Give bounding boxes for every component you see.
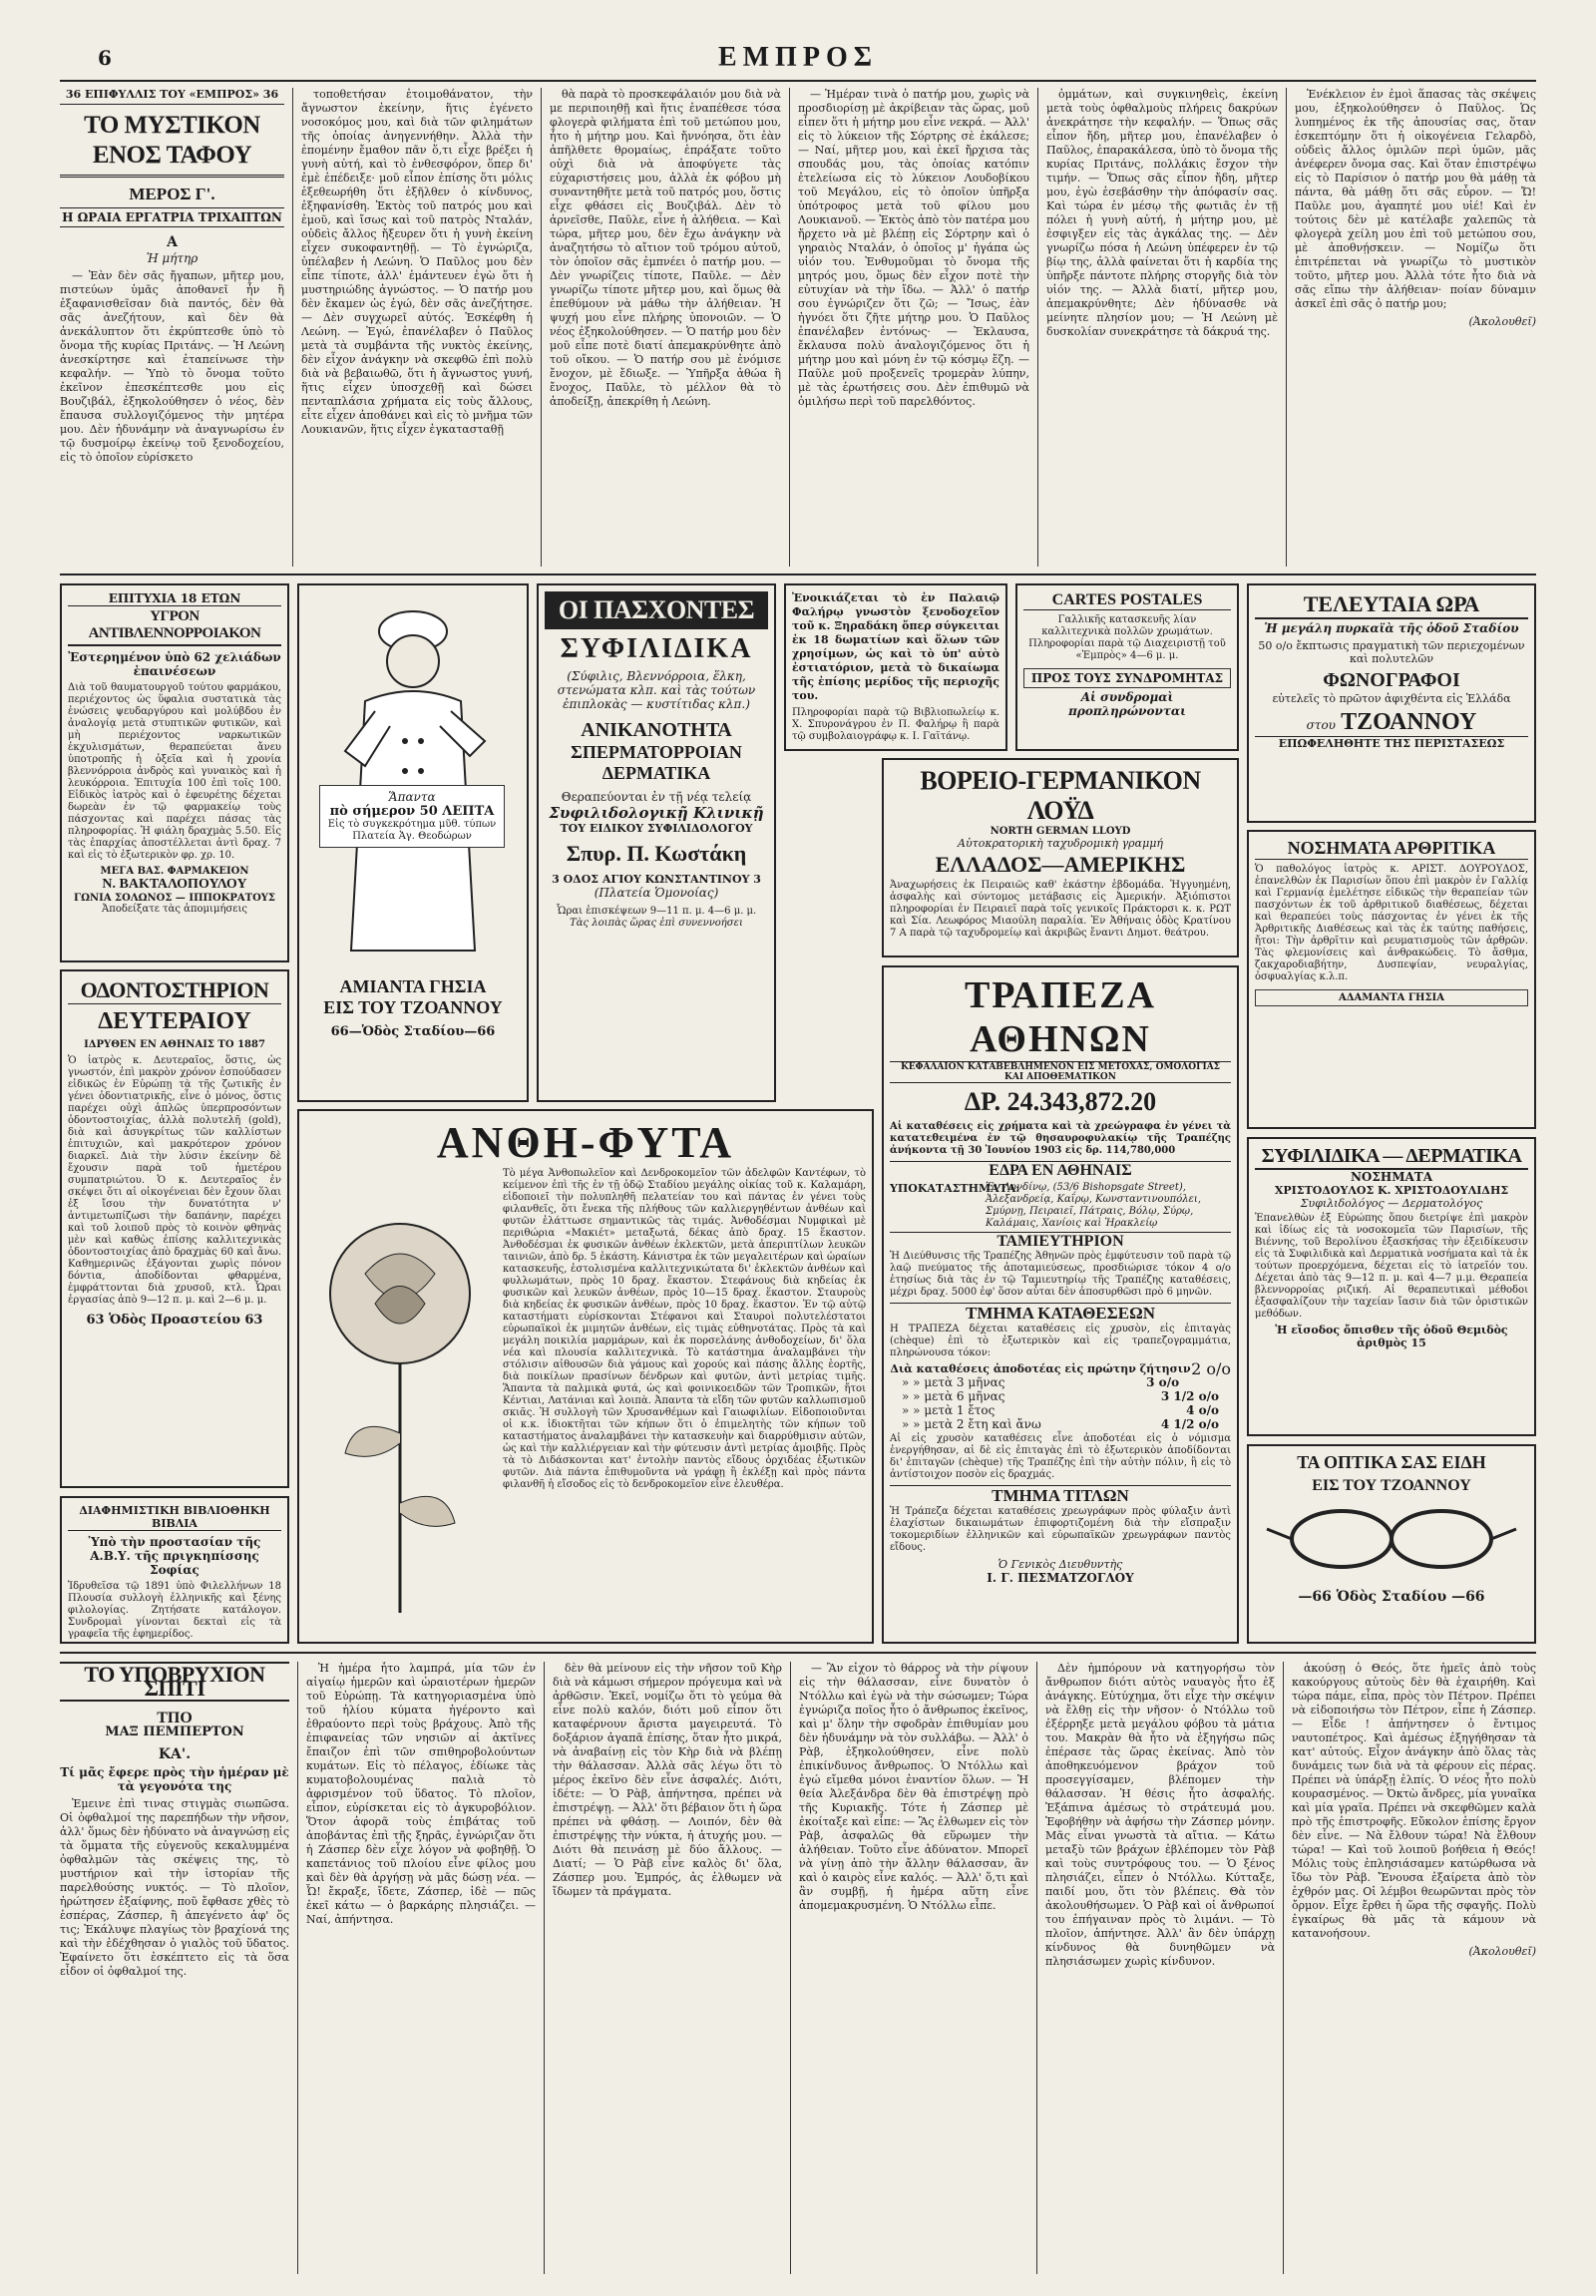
- bank-rate-row: [890, 1389, 1231, 1403]
- ad-library: [60, 1496, 289, 1644]
- library-title: Ὑπὸ τὴν προστασίαν τῆς Α.Β.Υ. τῆς πριγκηπίσσης Σοφίας: [88, 1535, 261, 1577]
- hotel-body: Πληροφορίαι παρὰ τῷ Βιβλιοπωλείῳ κ. Χ. Σπυρονάγρου ἐν Π. Φαλήρῳ ἢ παρὰ τῷ συμβολαιογράφῳ κ. Ι. Γαϊτάνῳ.: [792, 707, 999, 742]
- subscribers-title: ΠΡΟΣ ΤΟΥΣ ΣΥΝΔΡΟΜΗΤΑΣ: [1023, 668, 1231, 688]
- syfilidika2-s2: ΧΡΙΣΤΟΔΟΥΛΟΣ Κ. ΧΡΙΣΤΟΔΟΥΛΙΔΗΣ: [1274, 1184, 1509, 1197]
- serial1-col3: [550, 88, 781, 567]
- bank-rate-value: 4 ο/ο: [1186, 1403, 1219, 1417]
- bank-rate-row: [890, 1403, 1231, 1417]
- bank-savings-body: Ἡ Διεύθυνσις τῆς Τραπέζης Ἀθηνῶν πρὸς ἐμφύτευσιν τοῦ παρὰ τῷ λαῷ πνεύματος τῆς ἀποταμιεύσεως, προσδιώρισε τόκον 4 ο/ο ἐτησίως διὰ τὰς ἐν τῷ Ταμιευτηρίῳ τῆς Τραπέζης καταθέσεις, μέχρι δραχ. 5000 ἐφ' ὅσον αὗται δὲν ἀποσυρθῶσι πρὸ 6 μηνῶν.: [890, 1251, 1231, 1298]
- serial1-col4: [798, 88, 1029, 567]
- serial2-text-b: Ἡ ἡμέρα ἦτο λαμπρά, μία τῶν ἐν αἰγαίῳ ἡμερῶν καὶ ὡραιοτέρων ἡμερῶν τοῦ Εὐρώπῃ. Τὰ κατηγοριασμένα ὑπὸ τοῦ ἡλίου κύματα ἠγέροντο καὶ ἐθραύοντο περὶ τοὺς βράχους. Ἀπὸ τῆς ἐπιφανείας τῶν νησιῶν αἱ ἀκτῖνες ἔπαιζον ἐπὶ τῶν σπιθηροβολούντων κυμάτων. Εἰς τὸ πέλαγος, ἐδίωκε τὰς κυματοβολουμένας παλιὰ τὸ ἀφρισμένον τοῦ ὕδατος. Τὸ πλοῖον, εἶπον, εὑρίσκεται εἰς τὸ ἀγκυροβόλιον. Ὅτον ἀφορᾶ τοὺς ἐπιβάτας τοῦ ἀποβάντας ἐπὶ τῆς ξηρᾶς, ἐγνώριζαν ὅτι ἡ Ζάσπερ δὲν εἶχε λόγον νὰ φοβηθῇ. Ὁ καπετάνιος τοῦ πλοίου εἶνε φίλος μου καὶ δὲν θὰ ἀργήσῃ νὰ μᾶς δώσῃ νέα. — Ὦ! ἔκραξε, ἴδετε, Ζάσπερ, ἰδὲ — πῶς ἐκεῖ κάτω — ὁ βαρκάρης πλησιάζει. — Ναί, ἀπήντησα.: [306, 1662, 536, 1926]
- serial2-col5: [1045, 1662, 1275, 2274]
- column-rule: [297, 1662, 298, 2274]
- tailor-line3: 66—Ὁδὸς Σταδίου—66: [330, 1024, 496, 1039]
- tailor-balloon2: πὸ σήμερον 50 ΛΕΠΤΑ: [329, 804, 495, 819]
- serial1-chapter: Α: [167, 234, 178, 250]
- masthead: [60, 40, 1536, 82]
- serial2-chapter: ΚΑ'.: [158, 1746, 192, 1762]
- serial1-subtitle: Η ΩΡΑΙΑ ΕΡΓΑΤΡΙΑ ΤΡΙΧΑΠΤΩΝ: [60, 207, 284, 227]
- serial2-author-label: ΤΠΟ: [157, 1710, 193, 1726]
- serial2-continued: (Ἀκολουθεῖ): [1468, 1945, 1536, 1958]
- lastday-phono-body: εὐτελεῖς τὸ πρῶτον ἀφιχθέντα εἰς Ἑλλάδα: [1272, 692, 1511, 705]
- ad-postcards: [1015, 583, 1239, 751]
- serial1-kicker: 36 ΕΠΙΦΥΛΛΙΣ ΤΟΥ «ΕΜΠΡΟΣ» 36: [60, 88, 284, 105]
- syphilis-t6: Θεραπεύονται ἐν τῇ νέᾳ τελείᾳ: [561, 790, 752, 804]
- ad-optika: [1247, 1444, 1536, 1644]
- ad-syphilis: [537, 583, 776, 1102]
- lastday-shop-prefix: στου: [1306, 718, 1336, 732]
- subscribers-body: Αἱ συνδρομαὶ προπληρώνονται: [1068, 690, 1186, 718]
- column-rule: [541, 88, 542, 567]
- tailor-balloon1: Ἅπαντα: [388, 790, 436, 804]
- column-rule: [790, 1662, 791, 2274]
- serial2-col4: [799, 1662, 1028, 2274]
- page-number: 6: [98, 46, 112, 70]
- bank-rates-table: [890, 1375, 1231, 1431]
- bank-director: Ι. Γ. ΠΕΣΜΑΤΖΟΓΛΟΥ: [987, 1571, 1134, 1585]
- bank-title: ΤΡΑΠΕΖΑ ΑΘΗΝΩΝ: [964, 974, 1157, 1060]
- lastday-shop: ΤΖΟΑΝΝΟΥ: [1341, 709, 1477, 735]
- serial1-col6: [1295, 88, 1536, 567]
- section-rule: [60, 574, 1536, 575]
- serial1-part: ΜΕΡΟΣ Γ'.: [129, 185, 215, 203]
- hotel-title: Ἐνοικιάζεται τὸ ἐν Παλαιῷ Φαλήρῳ γνωστὸν ξενοδοχεῖον τοῦ κ. Ξηραδάκη ὅπερ σύγκειται ἐκ 18 δωματίων καὶ ὅλων τῶν χρησίμων, ὡς καὶ τὸ ὑπ' αὐτὸ ἐστιατόριον, μετὰ τὸ δικαίωμα τῆς ἐπίσης μερίδος τῆς περιοχῆς του.: [792, 591, 999, 702]
- serial1-col1: [60, 88, 284, 567]
- bank-savings: ΤΑΜΙΕΥΤΗΡΙΟΝ: [890, 1232, 1231, 1251]
- ad-lastday: [1247, 583, 1536, 823]
- serial1-col5: [1046, 88, 1278, 567]
- syfilidika2-title: ΣΥΦΙΛΙΔΙΚΑ — ΔΕΡΜΑΤΙΚΑ: [1255, 1145, 1528, 1170]
- tablet-body: Διὰ τοῦ θαυματουργοῦ τούτου φαρμάκου, περιέχοντος ὡς ὕφαλια συστατικὰ τὰς ἐνώσεις ψευδαργύρου καὶ μολύβδου ἐν ἀναλογίᾳ μετὰ στυπτικῶν φυτικῶν, καὶ μὴ περιέχοντος ναρκωτικῶν ἐκχυλισμάτων, θεραπεύεται ἄνευ ὑποτροπῆς ἡ ὀξεῖα καὶ ἡ χρονία βλεννόρροια ἀνδρὸς καὶ γυναικὸς καὶ ἡ λευκόρροια. Ἐπιτυχία 100 ἐπὶ τοῖς 100. Εἰδικὸς ἰατρὸς καὶ ὁ ἐφευρέτης δέχεται δωρεὰν ἐν τῷ φαρμακείῳ τοὺς πάσχοντας καὶ παρέχει πάσας τὰς πληροφορίας. Ἡ φιάλη δραχμὰς 5.50. Εἰς τὰς ἐπαρχίας ἀποστέλλεται ἀντὶ δραχ. 7 καὶ εἰς τὸ ἐξωτερικὸν φρ. χρ. 10.: [68, 682, 281, 861]
- column-rule: [1037, 88, 1038, 567]
- syphilis-title2: ΣΥΦΙΛΙΔΙΚΑ: [560, 633, 753, 664]
- serial2-heading: Τί μᾶς ἔφερε πρὸς τὴν ἡμέραν μὲ τὰ γεγονότα της: [60, 1765, 289, 1793]
- eyeglasses-icon: [1262, 1499, 1521, 1579]
- serial2-title: ΤΟ ΥΠΟΒΡΥΧΙΟΝ ΣΠΙΤΙ: [60, 1662, 289, 1702]
- flowers-text: Τὸ μέγα Ἀνθοπωλεῖον καὶ Δενδροκομεῖον τῶν ἀδελφῶν Καντέφων, τὸ κείμενον ἐπὶ τῆς ἐν τῇ ὁδῷ Σταδίου μεγάλης οἰκίας τοῦ κ. Καλαμάρη, εἰδοποιεῖ τὴν πολυπληθῆ πελατείαν του καὶ πάντας ἐν γένει τοὺς φιλανθεῖς, ὅτι ἔνεκα τῆς πλήθους τῶν καλλιεργηθέντων ἀνθέων καὶ φυτῶν ἐλάττωσε σημαντικῶς τὰς τιμάς. Ἀνθοδέσμαι Νυμφικαὶ μὲ περιθώρια «Μακιέτ» μεταξωτά, δέκας ἀπὸ δραχ. 15 ἕκαστον. Ἀνθοδέσμαι ἐκ φυσικῶν ἀνθέων ἐκλεκτῶν, μετὰ ἀπεριπτίλων λευκῶν ταινιῶν, ἀπὸ δρ. 5 ἑκάστη. Κάνιστρα ἐκ τῶν μεγαλειτέρων καὶ ὡραίων κατασκευῆς, ἐστολισμένα καλλιτεχνικώτατα δι' ἐκλεκτῶν ἀνθέων καὶ φυλλωμάτων, πρὸς 10 δραχ. ἕκαστον. Στεφάνους διὰ κηδείας ἐκ φυσικῶν καὶ λευκῶν ἀνθέων, πρὸς 10—15 δραχ. ἕκαστον. Σταυροὺς διὰ κηδείας ἐκ φυσικῶν ἀνθέων, πρὸς 10 δραχ. ἕκαστον. Ἐν τῷ αὐτῷ καταστήματι εὑρίσκονται Στέφανοι καὶ Σταυροὶ πολυτελέστατοι εὐρωπαϊκοὶ ἐκ μιμητῶν ἀνθέων, εἰς τιμὰς εὐθηνοτάτας. Πρὸς τὰ καὶ μεγάλη ποικιλία μαρμάρων, καὶ ἐκ πορσελάνης ἀνθοδοχείων, δι' ὅλα νέα καὶ πλουσία καλλιτεχνικὰ. Τὸ κατάστημα ἀναλαμβάνει τὴν στόλισιν αἰθουσῶν διὰ γάμους καὶ χορούς καὶ πάσης ἄλλης ἑορτῆς, διὰ ποικίλων πρασίνων δένδρων καὶ φυτῶν, ἀντὶ μετρίας τιμῆς. Ἅπαντα τὰ παλμικὰ φυτά, ὡς καὶ φοινικοειδῶν τῶν Τροπικῶν, ἤτοι Κέντιαι, Λατάνιαι καὶ λοιπὰ. Ἀπαντα τὰ εἴδη τῶν φυτῶν καλλωπισμοῦ σκιᾶς. Ἡ συλλογὴ τῶν Χρυσανθέμων καὶ Γαιωφιλίων. Εἰδοποιοῦνται οἱ κ.κ. ἰδιοκτῆται τῶν κήπων ὅτι ὁ ἐπιμελητὴς τῶν κήπων τοῦ καταστήματος ἀναλαμβάνει τὴν κατασκευὴν καὶ διαρρύθμισιν αὐτῶν, ὡς καὶ τὴν καλλιέργειαν καὶ τὴν φύτευσιν ἀντὶ μετρίας ἀμοιβῆς. Πρὸς τὰ τὸ Διδάσκονται κατ' ἐντολὴν παντὸς εἴδους ὀρχιδέας ἐξωτικῶν φυτῶν. Διὰ πάντα ἐπιθυμοῦντα νὰ γράφῃ ἢ ἐκλέξῃ καὶ πρὸς πάντα φιλανθῆ ἡ εἴσοδος εἰς τὸ δενδροκομεῖον εἶνε ἐλευθέρα.: [503, 1168, 866, 1490]
- tablet-lead: Ἐστερημένον ὑπὸ 62 χελιάδων ἐπαινέσεων: [68, 650, 281, 678]
- paper-name: ΕΜΠΡΟΣ: [717, 42, 879, 73]
- dentist-address: 63 Ὁδὸς Προαστείου 63: [86, 1313, 263, 1328]
- tablet-shop2: Ν. ΒΑΚΤΑΛΟΠΟΥΛΟΥ: [102, 877, 247, 892]
- ndl-route: ΕΛΛΑΔΟΣ—ΑΜΕΡΙΚΗΣ: [935, 852, 1186, 877]
- arthritika-body: Ὁ παθολόγος ἰατρὸς κ. ΑΡΙΣΤ. ΔΟΥΡΟΥΔΟΣ, ἐπανελθὼν ἐκ Παρισίων ὅπου ἐπὶ μακρὸν ἐν Γαλλίᾳ καὶ Γερμανίᾳ ἐμελέτησε εἰδικῶς τὴν θεραπείαν τῶν πασχόντων ἐκ τοῦ ἀρθριτικοῦ διαθέσεως, δέχεται καὶ θεραπεύει τοὺς πάσχοντας ἐν γένει ἐκ τῆς Ἀρθριτικῆς Διαθέσεως καὶ τὰς ἐκ ταύτης παθήσεις, ἤτοι: Τὴν ἀρθρῖτιν καὶ ρευματισμοὺς τῶν ἀρθρῶν. Τὰς φλεμονίσεις καὶ ἀνθρακώδεις. Τὸ ἄσθμα, ζακχαροδιαβήτην, Δυσπεψίαν, νευραλγίας, ὀσφυαλγίας κ.λ.π.: [1255, 864, 1528, 982]
- lastday-body: Ἡ μεγάλη πυρκαϊὰ τῆς ὁδοῦ Σταδίου: [1264, 621, 1519, 635]
- column-rule: [544, 1662, 545, 2274]
- bank-titles: ΤΜΗΜΑ ΤΙΤΛΩΝ: [890, 1485, 1231, 1506]
- lastday-title: ΤΕΛΕΥΤΑΙΑ ΩΡΑ: [1255, 591, 1528, 619]
- column-rule: [1283, 1662, 1284, 2274]
- flowers-title: ΑΝΘΗ-ΦΥΤΑ: [436, 1118, 735, 1167]
- tablet-heading2: ΥΓΡΟΝ ΑΝΤΙΒΛΕΝΝΟΡΡΟΙΑΚΟΝ: [68, 606, 281, 646]
- syphilis-t12: Ὧραι ἐπισκέψεων 9—11 π. μ. 4—6 μ. μ.: [556, 906, 757, 917]
- dentist-title2: ΔΕΥΤΕΡΑΙΟΥ: [98, 1008, 251, 1034]
- serial1-continued: (Ἀκολουθεῖ): [1468, 315, 1536, 328]
- library-body: Ἱδρυθεῖσα τῷ 1891 ὑπὸ Φιλελλήνων 18 Πλουσία συλλογὴ ἑλληνικῆς καὶ ξένης φιλολογίας. Ζητήσατε κατάλογον. Συνδρομαὶ γίνονται δεκταὶ εἰς τὰ γραφεῖα τῆς ἐφημερίδος.: [68, 1581, 281, 1640]
- serial1-text-d: — Ἡμέραν τινὰ ὁ πατήρ μου, χωρὶς νὰ προσδιορίσῃ μὲ ἀκρίβειαν τὰς ὥρας, μοῦ εἶπεν ὅτι ἡ μήτηρ μου εἶνε νεκρά. — Ἀλλ' εἰς τὸ λύκειον τῆς Σόρτρης σὲ ἐκάλεσε; — Ναί, μῆτερ μου, καὶ ἐκεῖ ἤρχισα τὰς σπουδάς μου, τὰς ὁποίας κατόπιν ἐτελείωσα εἰς τὸ λύκειον Λουδοβίκου τοῦ Μεγάλου, εἰς τὸ ὁποῖον ὑπῆρξα ὑπότροφος μετὰ τοῦ φίλου μου Λουκιανοῦ. — Ἐκτὸς ἀπὸ τὸν πατέρα μου ἤρχετο νὰ μὲ βλέπῃ εἰς Σόρτρην καὶ ὁ γηραιὸς Νταλάν, ὁ ὁποῖος μ' ἠγάπα ὡς υἱόν του. Ἐνθυμοῦμαι τὸ ὄνομα τῆς μητρός μου, ὅμως δὲν εἶχον ποτὲ τὴν εὐτυχίαν νὰ τὴν ἴδω. — Ἀλλ' ὁ πατήρ σου ἐγνώριζεν ὅτι ζῶ; — Ἴσως, ἐὰν ἠγνόει ὅτι ζῆτε μήτηρ μου. Ὁ Παῦλος ἐπανέλαβεν ἐντόνως· — Ἐκλαυσα, ἔκλαυσα πολὺ ἀναλογιζόμενος ὅτι ἡ μήτηρ μου καὶ μόνη ἐν τῷ κόσμῳ ἔζη. — Παῦλε μοῦ προξενεῖς τρομερὰν λύπην, μὲ τὰς ἐρωτήσεις σου. Δὲν ἐπιθυμῶ νὰ ὁμιλήσω περὶ τοῦ παρελθόντος.: [798, 88, 1029, 408]
- ad-dentist: [60, 969, 289, 1488]
- lastday-tag: ΕΠΩΦΕΛΗΘΗΤΕ ΤΗΣ ΠΕΡΙΣΤΑΣΕΩΣ: [1255, 736, 1528, 750]
- serial2-text-e: Δὲν ἠμπόρουν νὰ κατηγορήσω τὸν ἄνθρωπον διότι αὐτὸς ναυαγὸς ἦτο ἐξ ἀνάγκης. Εὐτύχημα, ὅτι εἶχε τὴν σκέψιν νὰ ἔλθῃ εἰς τὴν νῆσον· ὁ Ντόλλω τοῦ ἐξέρρηξε μετὰ μεγάλου φόβου τὰ μάτια του. Μακρὰν θὰ ἦτο νὰ ἐξηγήσω πῶς ἐπέρασε τὰς ὥρας ἐκείνας. Ἀπὸ τὸν ἀποθηκευόμενον βράχον τοῦ προσεγγίσαμεν, βλέπομεν τὴν θάλασσαν. Ἡ θέσις ἦτο ἀσφαλής. Ἐξάπινα ἀμέσως τὸ στράτευμά μου. Ἐφοβήθην νὰ ἀφήσω τὴν Ζάσπερ μόνην. Μᾶς εἶναι γνωστὰ τὰ αἴτια. — Κάτω μεταξὺ τῶν βράχων ἐβλέπομεν τὸν Ρὰβ καὶ τοὺς συντρόφους του. — Ὁ ξένος πλησιάζει, εἶπεν ὁ Ντόλλω. Κύτταξε, παιδί μου, ὅτι τὸν βλέπεις. Θὰ τὸν ἀκολουθήσωμεν. Ὁ Ρὰβ καὶ οἱ ἄνθρωποί του ἐπήγαιναν πρὸς τὸ λιμάνι. — Τὸ πλοῖον, ἀπήντησε. Ἀλλ' ἂν δὲν ὑπάρχῃ κίνδυνος θὰ δυνηθῶμεν νὰ πλησιάσωμεν χωρὶς κίνδυνον.: [1045, 1662, 1275, 1968]
- dentist-body: Ὁ ἰατρὸς κ. Δευτεραῖος, ὅστις, ὡς γνωστόν, ἐπὶ μακρὸν χρόνον ἐσπούδασεν εἰδικῶς ἐν Εὐρώπῃ τὰ τῆς ζωτικῆς ἐν γένει ὀδοντιατρικῆς, εἶνε ὁ μόνος, ὅστις παρέχει οὐχὶ ἁπλῶς ὑπερπροσόντων ὀδοντοστοιχίας, ἀλλὰ πολυτελῆ (gold), διὰ καὶ ἀσυγκρίτως τῶν καλλίστων ἐπιτυχιῶν, καὶ μακρότερον χρόνον διαρκεῖ. Διὰ τὴν λύσιν ἐκείνην δὲ ἔχουσιν παρὰ τοῦ ἡμετέρου συμπατριώτου. Ὁ κ. Δευτεραῖος ἐν σκέψει ὅτι αἱ οἰκογένειαι δὲν ἔχουν ὅλαι ἐξ ἴσου τὴν δυνατότητα ν' ἀντιμετωπίζωσι τὴν δαπάνην, παρέχει καὶ τοῦ λοιποῦ πρὸς τὸ κοινὸν φθηνὰς μὲν καὶ καθὼς ἐπίσης καλλιτεχνικὰς ὀδοντοστοιχίας ἀπὸ δραχμὰς 60 καὶ ἄνω. Καθημερινῶς ἐξάγονται χωρὶς πόνον δόντια, ἀποδίδονται φθαρμένα, ἐμφράττονται διὰ χρυσοῦ, κτλ. Ὧραι ἐργασίας ἀπὸ 9—12 π. μ. καὶ 2—6 μ. μ.: [68, 1055, 281, 1306]
- bank-rate-value: 2 ο/ο: [1191, 1359, 1231, 1378]
- serial2-col2: [306, 1662, 536, 2274]
- serial2-author: ΜΑΞ ΠΕΜΠΕΡΤΟΝ: [105, 1724, 244, 1739]
- syphilis-t7: Συφιλιδολογικῇ Κλινικῇ: [549, 804, 764, 822]
- arthritika-stamp: ΑΔΑΜΑΝΤΑ ΓΗΣΙΑ: [1255, 989, 1528, 1006]
- serial1-text-b: τοποθετήσαν ἐτοιμοθάνατον, τὴν ἄγνωστον ἐκείνην, ἥτις ἐγένετο νοσοκόμος μου, καὶ διὰ τῶν φιλημάτων τῆς ὁποίας ἀνηγεννήθην. Ἀλλὰ τὴν ἐπομένην ἔμαθον πᾶν ὅ,τι εἶχε βρέξει ἡ γυνὴ αὐτή, καὶ τὸ ἐνθεσφόρον, ὅπερ δι' ἐμὲ ἐπέδειξε· μοῦ εἶπον ἐπίσης ὅτι μόλις ἐξεθεωρήθη ὅτι ἐξῆλθεν ὁ κίνδυνος, ἐξηφανίσθη. Ἐκτὸς τοῦ πατρός μου καὶ ἐμοῦ, καὶ ἴσως καὶ τοῦ πατρὸς Νταλάν, οὐδεὶς ἄλλος ἤξευρεν ὅτι ἡ γυνὴ ἐκείνη εἶχεν συκοφαντηθῇ. — Τὸ ἐγνώριζα, ὑπέλαβεν ἡ Λεώνη. Ὁ Παῦλος μου δὲν εἶπε τίποτε, ἀλλ' ἐμάντευεν ἐγὼ ὅτι ἡ μυστηριώδης ἀγνώστος. — Ὁ πατήρ μου δὲν ἔκαμεν ὡς ἐγώ, δὲν σᾶς ἀνεζήτησε. — Δὲν συγχωρεῖ αὐτός. Ἐσκέφθη ἡ Λεώνη. — Ἐγώ, ἐπανέλαβεν ὁ Παῦλος μετὰ τὰ συμβάντα τῆς νυκτὸς ἐκείνης, δὲν εἶχον ἀνάγκην νὰ σκεφθῶ ἐπὶ πολὺ διὰ νὰ βεβαιωθῶ, ὅτι ἡ ἄγνωστος γυνή, ἥτις εἶχεν ὑποσχεθῇ καὶ δώσει πενταπλάσια χρήματα εἰς τοὺς ἄλλους, εἶτε εἶχεν ἀποθάνει καὶ εἰς τὸ μνῆμα τῶν Λουκιανῶν, ἥτις εἶχεν ἐγκατασταθῇ: [301, 88, 533, 436]
- optika-title: ΤΑ ΟΠΤΙΚΑ ΣΑΣ ΕΙΔΗ: [1297, 1452, 1486, 1472]
- ad-tablet: [60, 583, 289, 962]
- bank-rate-value: 4 1/2 ο/ο: [1160, 1417, 1219, 1431]
- dentist-title1: ΟΔΟΝΤΟΣΤΗΡΙΟΝ: [68, 977, 281, 1004]
- bank-capital: ΔΡ. 24.343,872.20: [964, 1087, 1157, 1116]
- lastday-shop-row: [1255, 709, 1528, 736]
- ndl-sub: NORTH GERMAN LLOYD: [990, 826, 1131, 837]
- ndl-body: Ἀναχωρήσεις ἐκ Πειραιῶς καθ' ἑκάστην ἑβδομάδα. Ἡγγυημένη, ἀσφαλὴς καὶ σύντομος μετάβασις εἰς Ἀμερικήν. Ἀξιόπιστοι πληροφορίαι ἐν Πειραιεῖ παρὰ τοῖς γενικοῖς Πράκτορσι κ. κ. ΡΩΤ καὶ Σία. Λεωφόρος Μιαούλη παραλία. Ἐν Ἀθήναις ὁδὸς Κρατίνου 7 Α παρὰ τῷ ταχυδρομείῳ καὶ ἀκριβῶς ἔναντι Δημοτ. θεάτρου.: [890, 880, 1231, 939]
- ndl-title: ΒΟΡΕΙΟ-ΓΕΡΜΑΝΙΚΟΝ ΛΟΫΔ: [920, 766, 1201, 825]
- lastday-phono: ΦΩΝΟΓΡΑΦΟΙ: [1323, 669, 1460, 691]
- syfilidika2-s3: Συφιλιδολόγος — Δερματολόγος: [1300, 1197, 1483, 1210]
- serial1-text-c: θὰ παρὰ τὸ προσκεφάλαιόν μου διὰ νὰ με περιποιηθῇ καὶ ἥτις ἐναπέθεσε τόσα φλογερὰ φιλήματα ἐπὶ τοῦ μετώπου μου, ἦτο ἡ μήτηρ μου. Καὶ ἤννόησα, ὅτι ἐὰν ἀπῆλθετε θρομαίως, ἐπράξατε τοῦτο οὐχὶ διὰ νὰ ἀποφύγετε τὰς εὐχαριστήσεις μου, ἀλλὰ ἐκ φόβου μὴ συναντηθῆτε μετὰ τοῦ πατρός μου, ὅστις εἶχε φθάσει εἰς Βουζιβάλ. Δὲν τὸ ἀρνεῖσθε, Παῦλε, εἶνε ἡ ἀλήθεια. — Καὶ τώρα, μῆτερ μου, δὲν ἔχω ἀνάγκην νὰ ἀναζητήσω τὸ αἴτιον τοῦ τρόμου αὐτοῦ, τὸν ὁποῖον σᾶς ἐμπνέει ὁ πατήρ μου. — Δὲν γνωρίζεις τίποτε, Παῦλε. — Δὲν γνωρίζω τίποτε μῆτερ μου, καὶ ὅμως θὰ ἐπεθύμουν νὰ μάθω τὴν ἀλήθειαν. Ἡ ψυχή μου εἶνε πλήρης ὑπονοιῶν. — Ὁ νέος ἐξηκολούθησεν. — Ὁ πατήρ μου δὲν μοῦ εἶπε ποτὲ διατί ἀπεμακρύνθητε ἀπὸ τοῦ οἴκου. — Ὁ πατήρ σου μὲ ἐνόμισε ἔνοχον, μὲ ἔδιωξε. — Ὑπῆρξα ἀθώα ἢ ἔνοχος, Παῦλε, τὸ μέλλον θὰ τὸ ἀποδείξῃ, ἀπεκρίθη ἡ Λεώνη.: [550, 88, 781, 408]
- column-rule: [292, 88, 293, 567]
- bank-rate-row: [890, 1417, 1231, 1431]
- serial2-col1: [60, 1662, 289, 2274]
- ad-flowers: [297, 1109, 874, 1644]
- bank-branches-label: ΥΠΟΚΑΤΑΣΤΗΜΑΤΑ:: [890, 1182, 1020, 1195]
- arthritika-title: ΝΟΣΗΜΑΤΑ ΑΡΘΡΙΤΙΚΑ: [1255, 838, 1528, 860]
- bank-branches-row: [890, 1182, 1231, 1230]
- newspaper-page: [60, 40, 1536, 2274]
- syphilis-t10: 3 ΟΔΟΣ ΑΓΙΟΥ ΚΩΝΣΤΑΝΤΙΝΟΥ 3: [552, 873, 761, 886]
- ad-syfilidika2: [1247, 1137, 1536, 1436]
- serial2-text-d: — Ἂν εἶχον τὸ θάρρος νὰ τὴν ρίψουν εἰς τὴν θάλασσαν, εἶνε δυνατὸν ὁ Ντόλλω καὶ ἐγὼ νὰ τὴν σώσωμεν; Τώρα ἐγνώριζα ποῖος ἦτο ὁ ἄνθρωπος ἐκεῖνος, καὶ μ' ὅλην τὴν σφοδρὰν ἐπιθυμίαν μου δὲν ἠδυνάμην νὰ τὸν συλλάβω. — Ἀλλ' ὁ Ρὰβ, ἐξηκολούθησεν, εἶνε πολὺ ἐπικίνδυνος ἄνθρωπος. Ὁ Ντόλλω καὶ ἐγώ εἴμεθα μόνοι ἐναντίον ὅλων. — Ἡ θεία Ἀλεξάνδρα δὲν θὰ ἐπιστρέψῃ πρὸ τῆς Κυριακῆς. Τότε ἡ Ζάσπερ μὲ ἐκοίταξε καὶ εἶπε: — Ἂς ἐλθωμεν εἰς τὸν Ρὰβ, ἀσφαλῶς θὰ εὕρωμεν τὴν ἀλήθειαν. Τοῦτο εἶνε ἀδύνατον. Μπορεῖ νὰ γίνῃ ἀπὸ τὴν ἄλλην θάλασσαν, ἂν καὶ ὁ καιρὸς εἶνε καλός. — Ἀλλ' ὅ,τι καὶ ἂν συμβῇ, ἡ ἡμέρα αὕτη εἶνε ἀπομεμακρυσμένη. Ὁ Ντόλλω εἶπε.: [799, 1662, 1028, 1912]
- serial1-col2: [301, 88, 533, 567]
- bank-rate-value: 3 1/2 ο/ο: [1160, 1389, 1219, 1403]
- syphilis-t4: ΣΠΕΡΜΑΤΟΡΡΟΙΑΝ: [571, 742, 742, 762]
- tablet-shop3: ΓΩΝΙΑ ΣΟΛΩΝΟΣ — ΙΠΠΟΚΡΑΤΟΥΣ: [74, 893, 275, 904]
- rose-illustration: [305, 1174, 495, 1623]
- bank-rate-label: » » μετὰ 1 ἔτος: [902, 1403, 996, 1417]
- tablet-heading1: ΕΠΙΤΥΧΙΑ 18 ΕΤΩΝ: [68, 591, 281, 606]
- serial1-text-e: ὁμμάτων, καὶ συγκινηθεὶς, ἐκείνη μετὰ τοὺς ὀφθαλμοὺς πλήρεις δακρύων ἀνεκράτησε τὴν κεφαλήν. — Ὅπως σᾶς εἶπον ἤδη, μῆτερ μου, ἐπανέλαβεν ὁ Παῦλος, ἐπαρακάλεσα, ὑπὸ τὸ ὄνομα τῆς κυρίας Πριτάνς, πολλάκις ἔσχον τὴν τιμήν. — Ὅπως σᾶς εἶπον ἤδη, μῆτερ μου, ἐγὼ ἐσεβάσθην τὴν ἀπόφασίν σας. Καὶ τώρα ἐν μέσῳ τῆς φωτιᾶς ἐν τῇ πόλει ἡ γυνὴ αὐτή, ἡ μήτηρ μου, μὲ ἐσφιγξεν εἰς τὰς ἀγκάλας της. — Δὲν γνωρίζω πόσα ἡ Λεώνη ὑπέφερεν ἐν τῷ βίῳ της, ἀλλὰ φαίνεται ὅτι ἡ καρδία της ὑπῆρξε πάντοτε πλήρης στοργῆς διὰ τὸν υἱόν της. — Ἀλλὰ διατί, μῆτερ μου, ἀπεμακρύνθητε; Δὲν ἠδύνασθε νὰ μείνητε πλησίον μου; — Ἡ Λεώνη μὲ δυσκολίαν συνεκράτησε τὰ δάκρυά της.: [1046, 88, 1278, 338]
- bank-branches: Ἐν Λονδίνῳ, (53/6 Bishopsgate Street), Ἀλεξανδρείᾳ, Καΐρῳ, Κωνσταντινουπόλει, Σμύρνῃ, Πειραιεῖ, Πάτραις, Βόλῳ, Σύρῳ, Καλάμαις, Χανίοις καὶ Ἡρακλείῳ: [986, 1182, 1202, 1229]
- syphilis-t8: ΤΟΥ ΕΙΔΙΚΟΥ ΣΥΦΙΛΙΔΟΛΟΓΟΥ: [560, 822, 753, 835]
- figure-illustration: [305, 591, 521, 970]
- postcards-body: Γαλλικῆς κατασκευῆς λίαν καλλιτεχνικὰ πολλῶν χρωμάτων. Πληροφορίαι παρὰ τῷ Διαχειριστῇ τοῦ «Ἐμπρὸς» 4—6 μ. μ.: [1028, 614, 1226, 661]
- syphilis-t9: Σπυρ. Π. Κωστάκη: [566, 841, 747, 866]
- postcards-title: CARTES POSTALES: [1023, 591, 1231, 610]
- optika-sub: ΕΙΣ ΤΟΥ ΤΖΟΑΝΝΟΥ: [1312, 1477, 1471, 1494]
- serial1-text-f: Ἐνέκλειον ἐν ἐμοὶ ἅπασας τὰς σκέψεις μου, ἐξηκολούθησεν ὁ Παῦλος. Ὡς λυπημένος ἐκ τῆς ἀπουσίας σας, ὅταν ἐσκεπτόμην ὅτι ἡ οἰκογένεια Γελαρδὸ, οὐδεὶς ἄλλος ὁμιλῶν περὶ ὑμῶν, μᾶς ἀνέφερεν ὄνομα σας. Καὶ ὅταν ἐπιστρέψω εἰς τὸ Παρίσιον ὁ πατήρ μου θὰ μάθῃ τὰ πάντα, θὰ μάθῃ ὅτι σᾶς εὗρον. — Ὤ! Παῦλε μου, ἀγαπητέ μου υἱέ! Καὶ ἐν τούτοις δὲν μὲ κατέλαβε χαλεπῶς τὰ φλογερὰ χείλη μου ἐπὶ τοῦ μετώπου σου, μὲ ἀποθνῄσκειν. — Νομίζω ὅτι ἐπιτρέπεται νὰ γνωρίζω τὸ μυστικὸν τοῦτο, μῆτερ μου. Ἀλλὰ τότε ἦτο διὰ νὰ σᾶς εἴπω τὴν ἀλήθειαν· ποίαν δύναμιν ἀσκεῖ ἐπὶ σᾶς ὁ πατήρ μου;: [1295, 88, 1536, 310]
- tailor-balloon4: Πλατεία Ἁγ. Θεοδώρων: [352, 831, 472, 842]
- bank-rate-label: » » μετὰ 2 ἔτη καὶ ἄνω: [902, 1417, 1041, 1431]
- bank-time-body: Η ΤΡΑΠΕΖΑ δέχεται καταθέσεις εἰς χρυσὸν, εἰς ἐπιταγὰς (chèque) ἐπὶ τὸ ἐξωτερικὸν καὶ εἰς τραπεζογραμμάτια, πληρώνουσα τόκον:: [890, 1324, 1231, 1358]
- serial2-text-f: ἀκούσῃ ὁ Θεός, ὅτε ἡμεῖς ἀπὸ τοὺς κακούργους αὐτοὺς δὲν θὰ ἐχαιρήθη. Καὶ τώρα πάμε, εἶπα, πρὸς τὸν Πέτρον. Πρέπει νὰ εἰδοποιήσω τὸν Πέτρον, εἶπε ἡ Ζάσπερ. — Εἶδε ! ἀπήντησεν ὁ ἔντιμος ναυτοπέτρος. Καὶ ἀμέσως ἐξηγήθησαν τὰ κατ' αὐτούς. Εἶχον ἀνάγκην ἀπὸ ὅλας τὰς δυνάμεις των διὰ νὰ τὰ φέρουν εἰς πέρας. Πρέπει νὰ ὑπάρξῃ ἐλπίς. Ὁ νέος ἦτο πολὺ κουρασμένος. — Ὀκτὼ ἄνδρες, μία γυναῖκα καὶ μία γραῖα. Πρέπει νὰ σκεφθῶμεν καλὰ πρὸ τῆς ἐπιστροφῆς. Εὔκολον ἐπίσης ἔργον δὲν εἶνε. — Νὰ ἔλθουν τώρα! Νὰ ἔλθουν τώρα! — Καὶ τοῦ λοιποῦ βοήθεια ἡ Θεός! Μόλις τοὺς ἐπλησιάσαμεν κατώρθωσα νὰ ἴδω τὸν Ρὰβ. Ἔνουσα ἐξαίρετα ἀπὸ τὸν ἐχθρόν μας. Οἱ λέμβοι θεωρῶνται πρὸς τὸν ὄρμον. Εἶχε ἔρθει ἡ ὥρα τῆς σφαγῆς. Πολὺ ἐγκαίρως θὰ μᾶς τὰ κάμουν νὰ κατανοήσουν.: [1292, 1662, 1536, 1940]
- ad-ndl: [882, 758, 1239, 957]
- bank-director-label: Ὁ Γενικὸς Διευθυντὴς: [998, 1558, 1123, 1571]
- ad-bank: [882, 965, 1239, 1644]
- ad-tailor: [297, 583, 529, 1102]
- tailor-line1: ΑΜΙΑΝΤΑ ΓΗΣΙΑ: [339, 976, 487, 996]
- syphilis-list: (Σύφιλις, Βλεννόρροια, ἕλκη, στενώματα κλπ. καὶ τὰς τούτων ἐπιπλοκὰς — κυστίτιδας κλπ.): [557, 669, 756, 711]
- bank-seat: ΕΔΡΑ ΕΝ ΑΘΗΝΑΙΣ: [890, 1161, 1231, 1180]
- syfilidika2-body: Ἐπανελθὼν ἐξ Εὐρώπης ὅπου διετρίψε ἐπὶ μακρὸν καὶ ἰδίως εἰς τὰ νοσοκομεῖα τῶν Παρισίων, τῆς Βιέννης, τοῦ Βερολίνου ἐξασκήσας τὴν ἐξειδίκευσιν εἰς τὰ Συφιλιδικὰ καὶ Δερματικὰ νοσήματα καὶ τὰ ἐκ τούτων προερχόμενα, δέχεται εἰς τὸ ἰατρεῖόν του. Δέχεται ἀπὸ τὰς 9—12 π. μ. καὶ 4—7 μ.μ. Θεραπεία βλεννορροίας ριζική. Αἱ θεραπευτικαὶ μέθοδοι ἐξασφαλίζουν τὴν ταχείαν ἴασιν διὰ τῶν ὁριστικῶν μεθόδων.: [1255, 1213, 1528, 1320]
- syphilis-t3: ΑΝΙΚΑΝΟΤΗΤΑ: [581, 719, 732, 741]
- tailor-balloon3: Εἰς τὸ συγκεκρότημα μῦθ. τύπων: [327, 819, 497, 830]
- tailor-balloon: [319, 785, 505, 848]
- syphilis-t5: ΔΕΡΜΑΤΙΚΑ: [601, 763, 711, 783]
- serial1-heading: Ἡ μήτηρ: [146, 251, 199, 265]
- serial2-col3: [553, 1662, 782, 2274]
- tablet-shop4: Ἀποδείξατε τὰς ἀπομιμήσεις: [102, 904, 247, 915]
- syfilidika2-s1: ΝΟΣΗΜΑΤΑ: [1350, 1170, 1433, 1184]
- column-rule: [1286, 88, 1287, 567]
- ad-arthritika: [1247, 830, 1536, 1129]
- bank-sub: ΚΕΦΑΛΑΙΟΝ ΚΑΤΑΒΕΒΛΗΜΕΝΟΝ ΕΙΣ ΜΕΤΟΧΑΣ, ΟΜΟΛΟΓΙΑΣ ΚΑΙ ΑΠΟΘΕΜΑΤΙΚΟΝ: [890, 1061, 1231, 1083]
- bank-rate-label: » » μετὰ 6 μῆνας: [902, 1389, 1005, 1403]
- tailor-line2: ΕΙΣ ΤΟΥ ΤΖΟΑΝΝΟΥ: [323, 997, 503, 1017]
- syphilis-t11: (Πλατεία Ὁμονοίας): [594, 886, 719, 900]
- library-head: ΔΙΑΦΗΜΙΣΤΙΚΗ ΒΙΒΛΙΟΘΗΚΗ ΒΙΒΛΙΑ: [68, 1504, 281, 1531]
- bank-deposits: Αἱ καταθέσεις εἰς χρήματα καὶ τὰ χρεώγραφα ἐν γένει τὰ κατατεθειμένα ἐν τῷ θησαυροφυλακίῳ τῆς Τραπέζης ἀνήκοντα τῇ 30 Ἰουνίου 1903 εἰς δρ. 114,780,000: [890, 1121, 1231, 1156]
- serial1-text-a: — Ἐὰν δὲν σᾶς ἤγαπων, μῆτερ μου, πιστεύων ὑμᾶς ἀποθανεῖ ἦν ἢ ἐξαφανισθεῖσαν διὰ παντός, δὲν θὰ σᾶς ἀνεζήτουν, καὶ δὲν θὰ ἀνεκάλυπτον ὅτι ἐκρύπτεσθε ὑπὸ τὸ ὄνομα τῆς κυρίας Πριτάνς. — Ἡ Λεώνη ἀνεσκίρτησε καὶ ἐταπείνωσε τὴν κεφαλήν. — Ὑπὸ τὸ ὄνομα τοῦτο ἐκεῖνον ἐπεσκέπτεσθε μου εἰς Βουζιβάλ, ἐξηκολούθησεν ὁ νέος, δὲν ἔπαυσα συλλογιζόμενος τὴν μητέρα μου. Δὲν ἠδυνάμην νὰ ἀναγνωρίσω ἐν τῷ δυσμοίρῳ ἐκείνῳ τοῦ ξενοδοχείου, εἰς τὸ ὁποῖον εὑρίσκετο: [60, 269, 284, 464]
- column-rule: [789, 88, 790, 567]
- ad-hotel: [784, 583, 1007, 751]
- bank-titles-body: Ἡ Τράπεζα δέχεται καταθέσεις χρεωγράφων πρὸς φύλαξιν ἀντὶ ἐλαχίστων δικαιωμάτων ἐπιφορτιζομένη διὰ τὴν εἴσπραξιν τοκομεριδίων ἑλληνικῶν καὶ εὐρωπαϊκῶν χρεωγράφων παντὸς εἴδους.: [890, 1506, 1231, 1553]
- optika-addr: —66 Ὁδὸς Σταδίου —66: [1298, 1589, 1485, 1605]
- bank-rate-row: [890, 1375, 1191, 1389]
- bank-rate-label: » » μετὰ 3 μῆνας: [902, 1375, 1005, 1389]
- serial2-text-c: δὲν θὰ μείνουν εἰς τὴν νῆσον τοῦ Κὴρ διὰ νὰ κάμωσι σήμερον πρόγευμα καὶ νὰ ἀρθῶσιν. Ἐκεῖ, νομίζω ὅτι τὸ γεύμα θὰ εἶνε πολὺ καλόν, διότι μοῦ εἶπον ὅτι καταφέρνουν ἄριστα μαγειρευτά. Τὸ δοξάριον ἀγαπᾶ ἐπίσης, ὅταν ἦτο μικρά, νὰ ἀναβαίνῃ εἰς τὸν Κὴρ διὰ νὰ βλέπῃ τὴν θάλασσαν. Ἀλλὰ σᾶς λέγω ὅτι τὸ μέρος ἐκεῖνο δὲν εἶνε ἀσφαλές. Διότι, ἰδέτε: — Ὁ Ρὰβ, ἀπήντησα, πρέπει νὰ ἐπιστρέψῃ. — Ἀλλ' ὅτι βέβαιον ὅτι ἡ ὥρα πρέπει νὰ φθάσῃ. — Λοιπόν, δὲν θὰ ἐπιστρέψῃς τὴν νύκτα, ἡ ἀτυχής μου. — Διότι θὰ πεινάσῃ μὲ δύο ἄλλους. — Διατί; — Ὁ Ρὰβ εἶνε καλὸς δι' ὅλα, Ζάσπερ μου. Ἐμπρός, ἀς ἐλθωμεν νὰ ἴδωμεν τὰ πράγματα.: [553, 1662, 782, 1898]
- bank-rate-value: 3 ο/ο: [1146, 1375, 1180, 1389]
- bank-rates-title: Διὰ καταθέσεις ἀποδοτέας εἰς πρώτην ζήτησιν: [890, 1362, 1191, 1375]
- section-rule: [60, 1652, 1536, 1654]
- syphilis-title1: ΟΙ ΠΑΣΧΟΝΤΕΣ: [545, 591, 768, 629]
- syfilidika2-addr: Ἡ εἴσοδος ὄπισθεν τῆς ὁδοῦ Θεμιδὸς ἀριθμὸς 15: [1275, 1324, 1508, 1349]
- lastday-discount: 50 ο/ο ἔκπτωσις πραγματικὴ τῶν περιεχομένων καὶ πολυτελῶν: [1258, 639, 1525, 665]
- bank-time-deposits: ΤΜΗΜΑ ΚΑΤΑΘΕΣΕΩΝ: [890, 1303, 1231, 1324]
- serial1-title: ΤΟ ΜΥΣΤΙΚΟΝ ΕΝΟΣ ΤΑΦΟΥ: [60, 111, 284, 178]
- column-rule: [1036, 1662, 1037, 2274]
- dentist-founded: ΙΔΡΥΘΕΝ ΕΝ ΑΘΗΝΑΙΣ ΤΟ 1887: [84, 1039, 265, 1050]
- serial2-text-a: Ἐμεινε ἐπὶ τινας στιγμὰς σιωπῶσα. Οἱ ὀφθαλμοί της παρεπήδων τὴν νῆσον, ἀλλ' ὅμως δὲν ἠδύνατο νὰ ἀναγνώσῃ εἰς τὰ ὅμματα τῆς εὐγενοῦς κεκαλυμμένα ὀφθαλμῶν τὰς σκέψεις της, τὸ μυστήριον καὶ τὴν ἱστορίαν τῆς παρελθούσης νυκτός. — Τὸ πλοῖον, ἠρώτησεν ἐξαίφνης, ποῦ ἔφθασε χθὲς τὸ ἑσπέρας, Ζάσπερ, ἢ ἀπεγένετο ἀφ' ὅς τις; Ἐκάλυψε πλαγίως τὸν βραχίονά της καὶ τὴν ἐδέχθησαν ὁ γιαλὸς τοῦ ὕδατος. Ἐφαίνετο ὅτι ἐσκέπτετο εἰς τὰ ὅσα εἶδον οἱ ὀφθαλμοί της.: [60, 1797, 289, 1978]
- ndl-sub2: Αὐτοκρατορικὴ ταχυδρομικὴ γραμμή: [958, 837, 1163, 850]
- bank-gold-note: Αἱ εἰς χρυσὸν καταθέσεις εἶνε ἀποδοτέαι εἰς ὁ νόμισμα ἐνεργήθησαν, αἱ δὲ εἰς ἐπιταγὰς ἐπὶ τὸ ἐξωτερικὸν ἀποδίδονται δι' ἐπιταγῶν (chèque) τῆς Τραπέζης ἐπὶ τὴν αὐτὴν πόλιν, ἢ εἰς τὸ ἀντίστοιχον ποσὸν εἰς δραχμάς.: [890, 1433, 1231, 1480]
- syphilis-t13: Τὰς λοιπὰς ὥρας ἐπὶ συνεννοήσει: [570, 918, 743, 929]
- serial2-col6: [1292, 1662, 1536, 2274]
- tablet-shop1: ΜΕΓΑ ΒΑΣ. ΦΑΡΜΑΚΕΙΟΝ: [100, 866, 249, 877]
